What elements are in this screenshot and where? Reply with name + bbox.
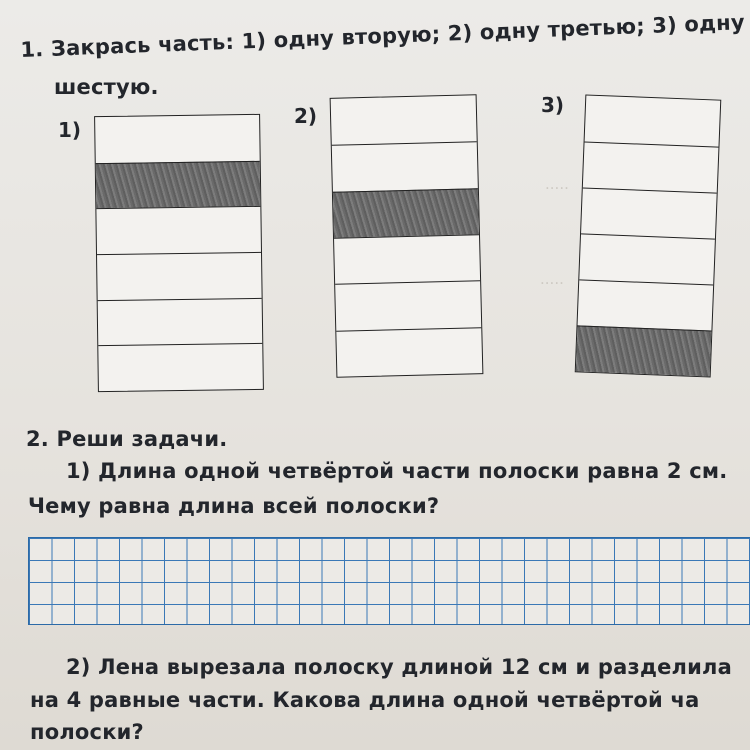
strip-figure-3 [575,94,722,377]
strip-figure-2 [330,94,484,378]
strip-figure-1 [94,114,264,392]
figure1-label: 1) [58,118,82,142]
figure2-label: 2) [294,104,318,128]
task2-number: 2. [26,427,49,451]
task2-heading [26,427,228,451]
strip-divider [98,343,262,346]
strip-divider [335,281,480,286]
task1-text: Закрась часть: 1) одну вторую; 2) одну третью; 3) одну [50,10,746,61]
figure3-label: 3) [541,93,565,117]
strip-divider [98,298,262,301]
strip-divider [583,187,717,193]
task1-line1 [20,10,745,62]
strip-divider [97,252,261,255]
strip-divider [585,141,719,147]
task1-number: 1. [20,37,44,62]
shaded-part [333,188,479,238]
strip-divider [336,327,481,332]
strip-divider [581,233,715,239]
problem1-line2: Чему равна длина всей полоски? [28,494,440,518]
task2-title: Реши задачи. [56,427,228,451]
answer-grid [28,537,750,625]
task1-line2: шестую. [54,75,159,99]
shaded-part [96,161,261,209]
problem2-line3: полоски? [30,720,144,744]
workbook-page: 1. Закрась часть: 1) одну вторую; 2) одну третью; 3) одну шестую. 1) 2) 3) ..... ..... 2. Реши задачи. 1) Длина одной четвёртой части полоски равна 2 см. Чему равна длина всей полоски? 2) Лена вырезала полоску длиной 12 см и разделила на 4 равные части. Какова длина одной четвёртой ча полоски? [0,0,750,750]
strip-divider [579,279,713,285]
problem2-line1: 2) Лена вырезала полоску длиной 12 см и разделила [66,655,732,679]
problem1-line1: 1) Длина одной четвёртой части полоски равна 2 см. [66,459,728,483]
shaded-part [576,325,712,376]
strip-divider [332,142,477,147]
problem2-line2: на 4 равные части. Какова длина одной четвёртой ча [30,688,700,712]
